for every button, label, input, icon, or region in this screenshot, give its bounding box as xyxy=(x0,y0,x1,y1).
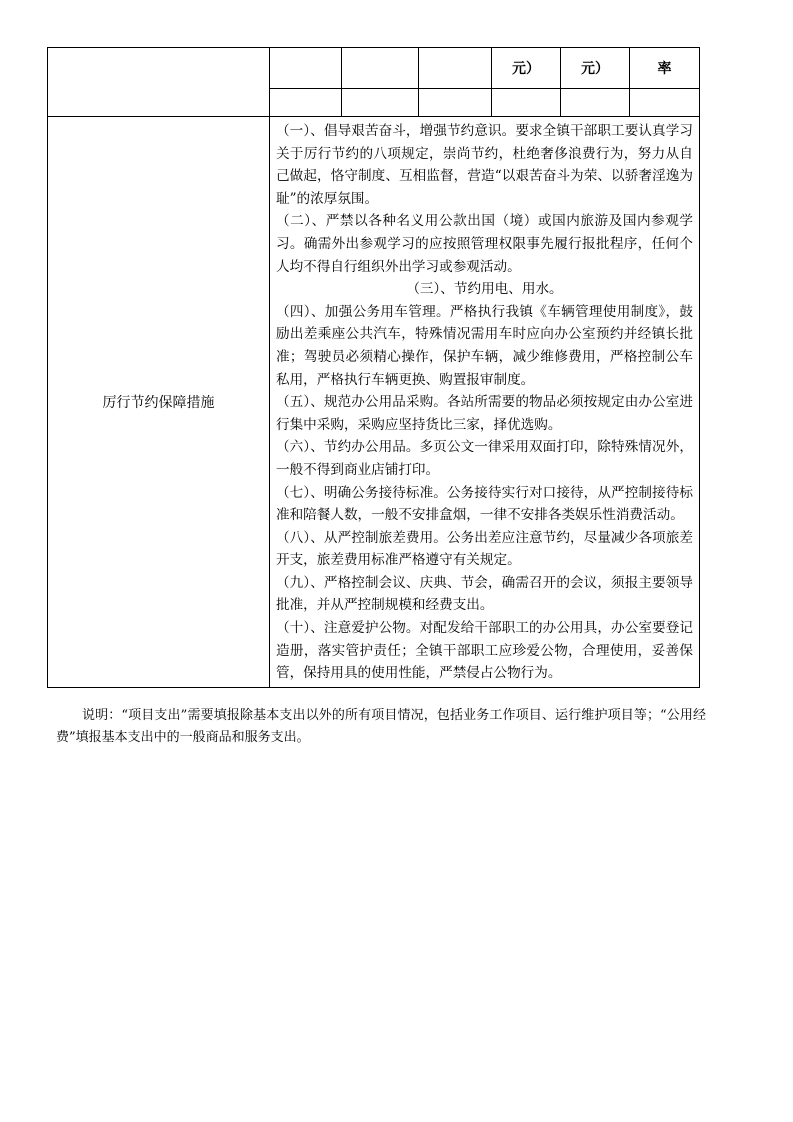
table-cell-empty xyxy=(48,48,270,117)
measure-paragraph: （五）、规范办公用品采购。各站所需要的物品必须按规定由办公室进行集中采购，采购应坚持货比三家，择优选购。 xyxy=(276,394,693,433)
table-cell-empty xyxy=(270,89,342,117)
table-cell-empty xyxy=(561,89,630,117)
measure-paragraph: （八）、从严控制旅差费用。公务出差应注意节约，尽量减少各项旅差开支，旅差费用标准严格遵守有关规定。 xyxy=(276,529,693,569)
budget-table xyxy=(47,47,700,688)
measure-paragraph: （六）、节约办公用品。多页公文一律采用双面打印，除特殊情况外，一般不得到商业店铺打印。 xyxy=(276,439,693,478)
table-cell-empty xyxy=(342,89,419,117)
measures-content xyxy=(270,117,700,688)
measure-paragraph: （二）、严禁以各种名义用公款出国（境）或国内旅游及国内参观学习。确需外出参观学习的应按照管理权限事先履行报批程序，任何个人均不得自行组织外出学习或参观活动。 xyxy=(276,213,693,275)
table-cell-empty xyxy=(419,89,492,117)
measure-paragraph: （七）、明确公务接待标准。公务接待实行对口接待，从严控制接待标准和陪餐人数，一般不安排盒烟，一律不安排各类娱乐性消费活动。 xyxy=(276,484,693,524)
table-cell-empty xyxy=(492,89,561,117)
measure-paragraph: （三）、节约用电、用水。 xyxy=(406,281,563,298)
header-cell xyxy=(419,48,492,89)
header-cell xyxy=(270,48,342,89)
measure-paragraph: （一）、倡导艰苦奋斗，增强节约意识。要求全镇干部职工要认真学习关于厉行节约的八项规定，崇尚节约，杜绝奢侈浪费行为，努力从自己做起，恪守制度、互相监督，营造“以艰苦奋斗为荣、以骄奢淫逸为耻”的浓厚氛围。 xyxy=(276,123,693,207)
header-row xyxy=(48,48,700,89)
measure-paragraph: （四）、加强公务用车管理。严格执行我镇《车辆管理使用制度》，鼓励出差乘座公共汽车，特殊情况需用车时应向办公室预约并经镇长批准；驾驶员必须精心操作，保护车辆，减少维修费用，严格控制公车私用，严格执行车辆更换、购置报审制度。 xyxy=(276,303,693,388)
header-cell: 率 xyxy=(630,48,700,89)
measure-paragraph: （十）、注意爱护公物。对配发给干部职工的办公用具，办公室要登记造册，落实管护责任；全镇干部职工应珍爱公物，合理使用，妥善保管，保持用具的使用性能，严禁侵占公物行为。 xyxy=(276,620,693,682)
footnote xyxy=(56,705,706,749)
row-label: 厉行节约保障措施 xyxy=(48,117,270,688)
measures-row xyxy=(48,117,700,688)
table-cell-empty xyxy=(630,89,700,117)
measure-paragraph: （九）、严格控制会议、庆典、节会，确需召开的会议，须报主要领导批准，并从严控制规模和经费支出。 xyxy=(276,574,693,614)
header-cell: 元） xyxy=(492,48,561,89)
header-cell xyxy=(342,48,419,89)
footnote-text: 说明：“项目支出”需要填报除基本支出以外的所有项目情况，包括业务工作项目、运行维护项目等；“公用经费”填报基本支出中的一般商品和服务支出。 xyxy=(56,708,706,745)
header-cell: 元） xyxy=(561,48,630,89)
